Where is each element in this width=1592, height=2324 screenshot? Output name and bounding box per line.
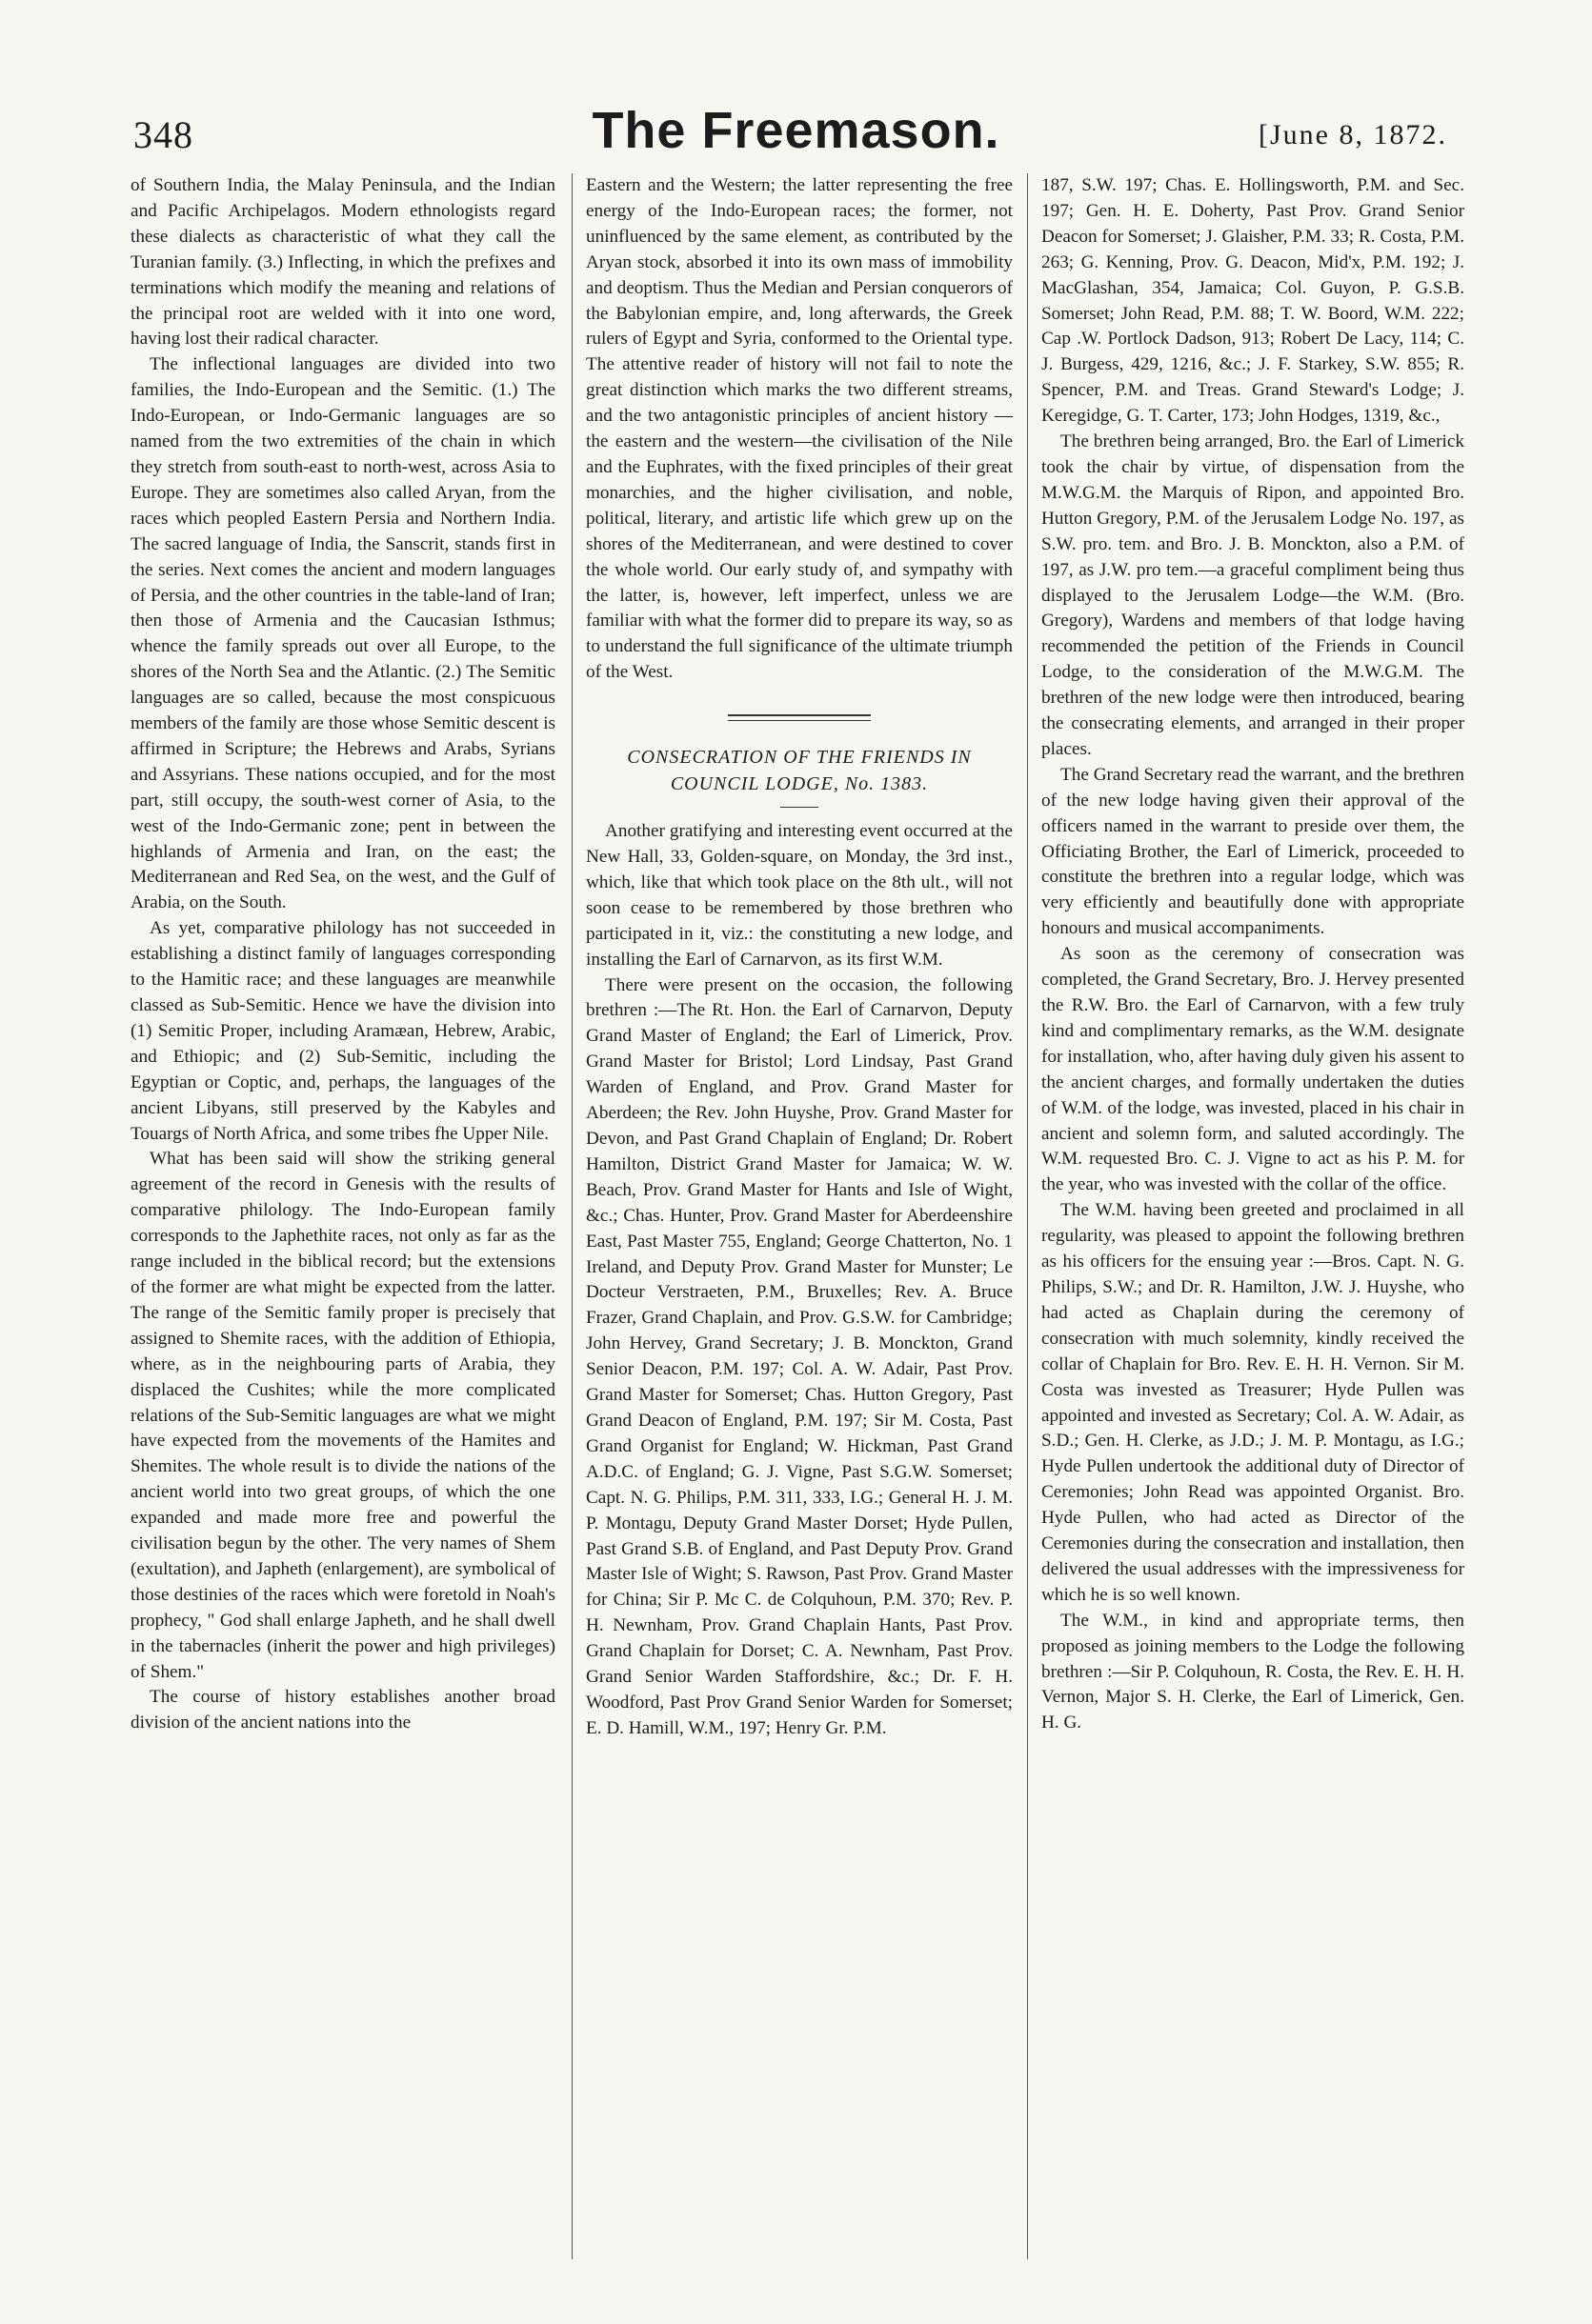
paragraph: Eastern and the Western; the latter representing the free energy of the Indo-European races; the former, not uninfluenced by the same element, as contributed by the Aryan stock, absorbed it into its own mass of immobility and deoptism. Thus the Median and Persian conquerors of the Babylonian empire, and, long afterwards, the Greek rulers of Egypt and Syria, conformed to the Oriental type. The attentive reader of history will not fail to note the great distinction which marks the two different streams, and the two antagonistic principles of ancient history — the eastern and the western—the civilisation of the Nile and the Euphrates, with the fixed principles of their great monarchies, and the higher civilisation, and noble, political, literary, and artistic life which grew up on the shores of the Mediterranean, and were destined to cover the whole world. Our early study of, and sympathy with the latter, is, however, left imperfect, unless we are familiar with what the former did to prepare its way, so as to understand the full significance of the ultimate triumph of the West.	[586, 175, 1013, 683]
paragraph: What has been said will show the striking general agreement of the record in Genesis with the results of comparative philology. The Indo-European family corresponds to the Japhethite races, not only as far as the range included in the biblical record; but the extensions of the former are what might be expected from the latter. The range of the Semitic family proper is precisely that assigned to Shemite races, with the addition of Ethiopia, where, as in the neighbouring parts of Arabia, they displaced the Cushites; while the more complicated relations of the Sub-Semitic languages are what we might have expected from the movements of the Hamites and Shemites. The whole result is to divide the nations of the ancient world into two great groups, of which the one expanded and made more free and powerful the civilisation begun by the other. The very names of Shem (exultation), and Japheth (enlargement), are symbolical of those destinies of the races which were foretold in Noah's prophecy, " God shall enlarge Japheth, and he shall dwell in the tabernacles (inherit the power and high privileges) of Shem."	[131, 1149, 555, 1682]
column-rule-right	[1027, 173, 1028, 2259]
column-3	[1041, 173, 1464, 2259]
newspaper-title: The Freemason.	[592, 102, 1000, 159]
paragraph: The Grand Secretary read the warrant, and the brethren of the new lodge having given their approval of the officers named in the warrant to preside over them, the Officiating Brother, the Earl of Limerick, proceeded to constitute the brethren into a regular lodge, which was very efficiently and beautifully done with appropriate honours and musical accompaniments.	[1041, 764, 1464, 939]
paragraph: The brethren being arranged, Bro. the Earl of Limerick took the chair by virtue, of dispensation from the M.W.G.M. the Marquis of Ripon, and appointed Bro. Hutton Gregory, P.M. of the Jerusalem Lodge No. 197, as S.W. pro. tem. and Bro. J. B. Monckton, also a P.M. of 197, as J.W. pro tem.—a graceful compliment being thus displayed to the Jerusalem Lodge—the W.M. (Bro. Gregory), Wardens and members of that lodge having recommended the petition of the Friends in Council Lodge, to the consideration of the M.W.G.M. The brethren of the new lodge were then introduced, bearing the consecrating elements, and arranged in their proper places.	[1041, 431, 1464, 759]
paragraph: There were present on the occasion, the following brethren :—The Rt. Hon. the Earl of Carnarvon, Deputy Grand Master of England; the Earl of Limerick, Prov. Grand Master for Bristol; Lord Lindsay, Past Grand Warden of England, and Prov. Grand Master for Aberdeen; the Rev. John Huyshe, Prov. Grand Master for Devon, and Past Grand Chaplain of England; Dr. Robert Hamilton, District Grand Master for Jamaica; W. W. Beach, Prov. Grand Master for Hants and Isle of Wight, &c.; Chas. Hunter, Prov. Grand Master for Aberdeenshire East, Past Master 755, England; George Chatterton, No. 1 Ireland, and Deputy Prov. Grand Master for Munster; Le Docteur Verstraeten, P.M., Bruxelles; Rev. A. Bruce Frazer, Grand Chaplain, and Prov. G.S.W. for Cambridge; John Hervey, Grand Secretary; J. B. Monckton, Grand Senior Deacon, P.M. 197; Col. A. W. Adair, Past Prov. Grand Master for Somerset; Chas. Hutton Gregory, Past Grand Deacon of England, P.M. 197; Sir M. Costa, Past Grand Organist for England; W. Hickman, Past Grand A.D.C. of England; G. J. Vigne, Past S.G.W. Somerset; Capt. N. G. Philips, P.M. 311, 333, I.G.; General H. J. M. P. Montagu, Deputy Grand Master Dorset; Hyde Pullen, Past Grand S.B. of England, and Past Deputy Prov. Grand Master Isle of Wight; S. Rawson, Past Prov. Grand Master for China; Sir P. Mc C. de Colquhoun, P.M. 370; Rev. P. H. Newnham, Prov. Grand Chaplain Hants, Past Prov. Grand Chaplain for Dorset; C. A. Newnham, Past Prov. Grand Senior Warden Staffordshire, &c.; Dr. F. H. Woodford, Past Prov Grand Senior Warden for Somerset; E. D. Hamill, W.M., 197; Henry Gr. P.M.	[586, 974, 1013, 1738]
column-2	[586, 173, 1013, 2259]
column-1	[131, 173, 555, 2259]
paragraph: Another gratifying and interesting event occurred at the New Hall, 33, Golden-square, on Monday, the 3rd inst., which, like that which took place on the 8th ult., will not soon cease to be remembered by those brethren who participated in it, viz.: the constituting a new lodge, and installing the Earl of Carnarvon, as its first W.M.	[586, 821, 1013, 970]
paragraph: The inflectional languages are divided into two families, the Indo-European and the Semitic. (1.) The Indo-European, or Indo-Germanic languages are so named from the two extremities of the chain in which they stretch from south-east to north-west, across Asia to Europe. They are sometimes also called Aryan, from the races which peopled Eastern Persia and Northern India. The sacred language of India, the Sanscrit, stands first in the series. Next comes the ancient and modern languages of Persia, and the other countries in the table-land of Iran; then those of Armenia and the Caucasian Isthmus; whence the family spreads out over all Europe, to the shores of the North Sea and the Atlantic. (2.) The Semitic languages are so called, because the most conspicuous members of the family are those whose Semitic descent is affirmed in Scripture; the Hebrews and Arabs, Syrians and Assyrians. These nations occupied, and for the most part, still occupy, the south-west corner of Asia, to the west of the Indo-Germanic zone; pent in between the highlands of Armenia and Iran, on the east; the Mediterranean and Red Sea, on the west, and the Gulf of Arabia, on the South.	[131, 354, 555, 913]
paragraph: The course of history establishes another broad division of the ancient nations into the	[131, 1687, 555, 1733]
heading-rule	[780, 807, 818, 808]
paragraph: As yet, comparative philology has not succeeded in establishing a distinct family of languages corresponding to the Hamitic race; and these languages are meanwhile classed as Sub-Semitic. Hence we have the division into (1) Semitic Proper, including Aramæan, Hebrew, Arabic, and Ethiopic; and (2) Sub-Semitic, including the Egyptian or Coptic, and, perhaps, the languages of the ancient Libyans, still preserved by the Kabyles and Touargs of North Africa, and some tribes fhe Upper Nile.	[131, 918, 555, 1144]
page-number: 348	[133, 113, 193, 156]
section-divider	[728, 714, 871, 721]
paragraph: The W.M. having been greeted and proclaimed in all regularity, was pleased to appoint the following brethren as his officers for the ensuing year :—Bros. Capt. N. G. Philips, S.W.; and Dr. R. Hamilton, J.W. J. Huyshe, who had acted as Chaplain during the ceremony of consecration with much solemnity, kindly received the collar of Chaplain for Bro. Rev. E. H. H. Vernon. Sir M. Costa was invested as Treasurer; Hyde Pullen was appointed and invested as Secretary; Col. A. W. Adair, as S.D.; Gen. H. Clerke, as J.D.; J. M. P. Montagu, as I.G.; Hyde Pullen undertook the additional duty of Director of Ceremonies; John Read was appointed Organist. Bro. Hyde Pullen, who had acted as Director of the Ceremonies during the consecration and installation, then delivered the usual addresses with the impressiveness for which he is so well known.	[1041, 1200, 1464, 1605]
masthead	[0, 0, 1592, 190]
column-rule-left	[572, 173, 573, 2259]
paragraph: of Southern India, the Malay Peninsula, and the Indian and Pacific Archipelagos. Modern ethnologists regard these dialects as characteristic of what they call the Turanian family. (3.) Inflecting, in which the prefixes and terminations which modify the meaning and relations of the principal root are welded with it into one word, having lost their radical character.	[131, 175, 555, 350]
paragraph: As soon as the ceremony of consecration was completed, the Grand Secretary, Bro. J. Hervey presented the R.W. Bro. the Earl of Carnarvon, with a few truly kind and complimentary remarks, as the W.M. designate for installation, who, after having duly given his assent to the ancient charges, and formally undertaken the duties of W.M. of the lodge, was invested, placed in his chair in ancient and solemn form, and saluted accordingly. The W.M. requested Bro. C. J. Vigne to act as his P. M. for the year, who was invested with the collar of the office.	[1041, 944, 1464, 1195]
paragraph: 187, S.W. 197; Chas. E. Hollingsworth, P.M. and Sec. 197; Gen. H. E. Doherty, Past Prov. Grand Senior Deacon for Somerset; J. Glaisher, P.M. 33; R. Costa, P.M. 263; G. Kenning, Prov. G. Deacon, Mid'x, P.M. 192; J. MacGlashan, 354, Jamaica; Col. Guyon, P. G.S.B. Somerset; John Read, P.M. 88; T. W. Boord, W.M. 222; Cap .W. Portlock Dadson, 913; Robert De Lacy, 114; C. J. Burgess, 429, 1216, &c.; J. F. Starkey, S.W. 855; R. Spencer, P.M. and Treas. Grand Steward's Lodge; J. Keregidge, G. T. Carter, 173; John Hodges, 1319, &c.,	[1041, 175, 1464, 427]
issue-date: [June 8, 1872.	[1259, 119, 1447, 150]
article-heading: CONSECRATION OF THE FRIENDS IN COUNCIL LODGE, No. 1383.	[627, 747, 972, 795]
paragraph: The W.M., in kind and appropriate terms, then proposed as joining members to the Lodge the following brethren :—Sir P. Colquhoun, R. Costa, the Rev. E. H. H. Vernon, Major S. H. Clerke, the Earl of Limerick, Gen. H. G.	[1041, 1610, 1464, 1733]
